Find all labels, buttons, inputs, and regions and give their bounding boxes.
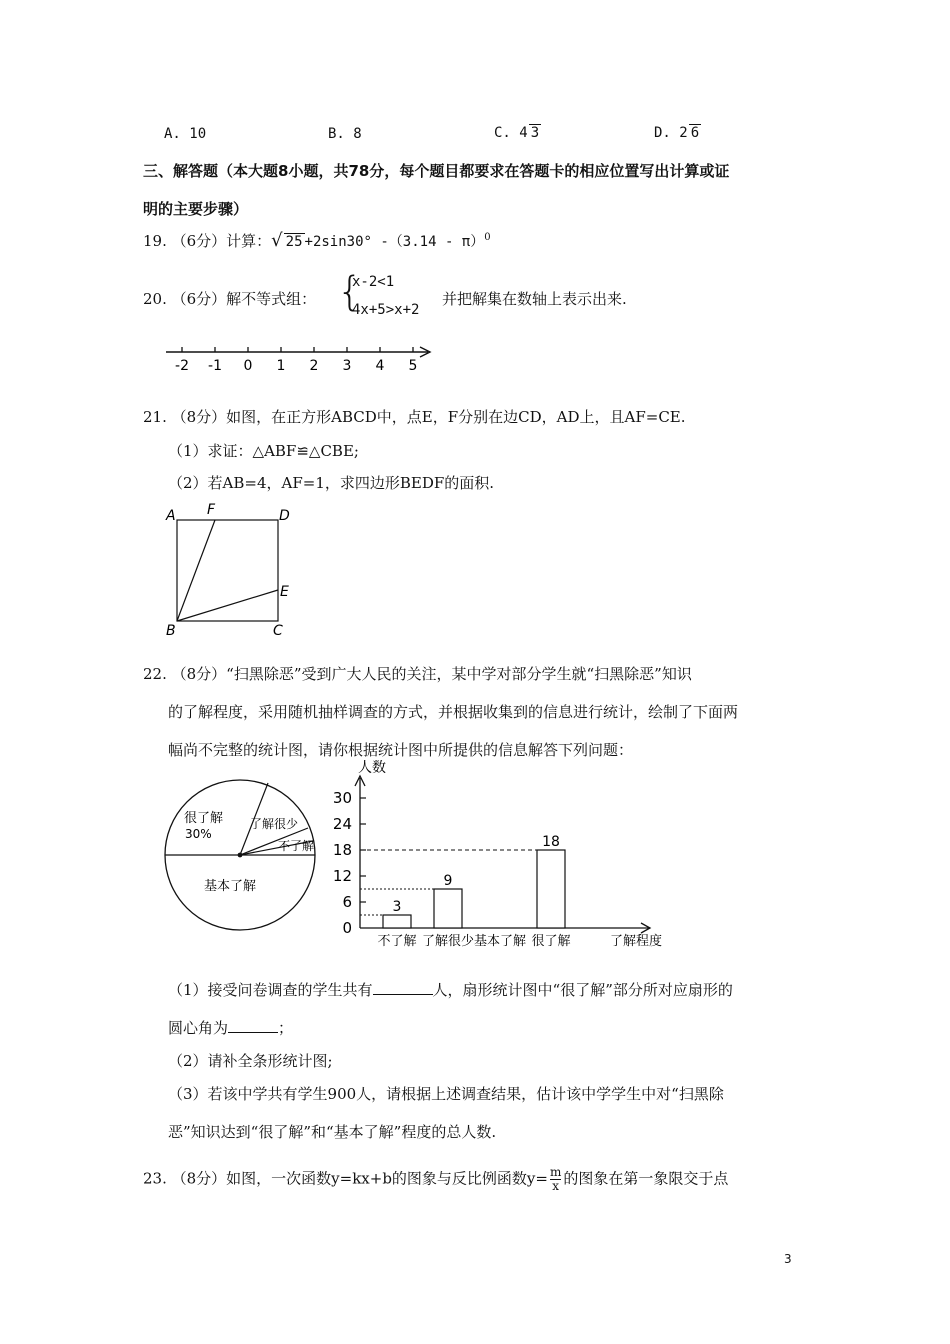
number-line-label: 4	[375, 358, 385, 374]
number-line-label: 5	[408, 358, 418, 374]
question-22-part2: （2）请补全条形统计图;	[168, 1052, 333, 1070]
number-line-label: -2	[175, 358, 189, 374]
bar-value-label: 18	[542, 834, 560, 850]
number-line-label: 3	[342, 358, 352, 374]
bar-value-label: 3	[392, 899, 402, 915]
question-22-line1: 22. （8分）“扫黑除恶”受到广大人民的关注，某中学对部分学生就“扫黑除恶”知识	[143, 665, 692, 683]
section-heading-line1: 三、解答题（本大题8小题，共78分，每个题目都要求在答题卡的相应位置写出计算或证	[143, 162, 730, 180]
bar	[383, 915, 411, 928]
question-23: 23. （8分）如图，一次函数y=kx+b的图象与反比例函数y= $\frac{m}{x}$ 的图象在第一象限交于点	[143, 1165, 729, 1193]
question-20-tail: 并把解集在数轴上表示出来.	[442, 290, 627, 308]
question-20-label: 20. （6分）解不等式组：	[143, 290, 317, 308]
pie-label-basic: 基本了解	[204, 879, 257, 894]
option-d: D. 2 6	[654, 125, 700, 141]
number-line	[160, 340, 440, 376]
label-a: A	[166, 508, 176, 524]
pie-label-little: 了解很少	[250, 817, 299, 831]
y-axis-label: 人数	[358, 760, 386, 776]
square-figure	[160, 498, 300, 640]
option-c: C. 4 3	[494, 125, 540, 141]
label-b: B	[166, 623, 176, 639]
question-21-part1: （1）求证：△ABF≌△CBE;	[168, 442, 359, 460]
option-a: A. 10	[164, 126, 207, 142]
bar-value-label: 9	[443, 873, 453, 889]
question-22-part1-cont: 圆心角为 ；	[168, 1019, 294, 1037]
question-22-line2: 的了解程度，采用随机抽样调查的方式，并根据收集到的信息进行统计，绘制了下面两	[168, 703, 739, 721]
question-22-part1: （1）接受问卷调查的学生共有 人，扇形统计图中“很了解”部分所对应扇形的	[168, 981, 733, 999]
brace-icon: {	[337, 269, 363, 315]
x-tick-label: 很了解	[531, 934, 571, 949]
y-tick-label: 6	[342, 893, 352, 911]
number-line-label: -1	[208, 358, 222, 374]
label-c: C	[273, 623, 283, 639]
section-heading-line2: 明的主要步骤）	[143, 200, 249, 218]
number-line-label: 0	[243, 358, 253, 374]
label-d: D	[279, 508, 290, 524]
pie-label-very: 很了解	[184, 811, 224, 826]
page-number: 3	[784, 1252, 792, 1266]
y-tick-label: 0	[342, 919, 352, 937]
pie-label-none: 不了解	[278, 839, 315, 853]
number-line-label: 1	[276, 358, 286, 374]
question-19: 19. （6分）计算：√ 25 +2sin30° -（3.14 - π）$^0$	[143, 230, 491, 251]
y-tick-label: 24	[332, 815, 352, 833]
pie-chart	[160, 778, 330, 938]
bar-chart	[330, 760, 670, 952]
bar	[537, 850, 565, 928]
label-f: F	[207, 502, 216, 518]
x-tick-label: 基本了解	[473, 934, 527, 949]
option-b: B. 8	[328, 126, 362, 142]
question-22-part3: （3）若该中学共有学生900人，请根据上述调查结果，估计该中学学生中对“扫黑除	[168, 1085, 724, 1103]
x-axis-label: 了解程度	[609, 934, 662, 949]
y-tick-label: 30	[332, 789, 352, 807]
x-tick-label: 不了解	[377, 934, 417, 949]
question-22-line3: 幅尚不完整的统计图，请你根据统计图中所提供的信息解答下列问题：	[168, 741, 634, 759]
number-line-label: 2	[309, 358, 319, 374]
question-22-part3-cont: 恶”知识达到“很了解”和“基本了解”程度的总人数.	[168, 1123, 497, 1141]
inequality-2: 4x+5>x+2	[352, 302, 420, 318]
inequality-1: x-2<1	[352, 274, 395, 290]
bar	[434, 889, 462, 928]
question-21-stem: 21. （8分）如图，在正方形ABCD中，点E，F分别在边CD，AD上，且AF=CE.	[143, 408, 686, 426]
y-tick-label: 12	[332, 867, 352, 885]
y-tick-label: 18	[332, 841, 352, 859]
label-e: E	[280, 584, 289, 600]
question-21-part2: （2）若AB=4，AF=1，求四边形BEDF的面积.	[168, 474, 495, 492]
pie-label-very-pct: 30%	[185, 827, 212, 841]
x-tick-label: 了解很少	[421, 934, 475, 949]
